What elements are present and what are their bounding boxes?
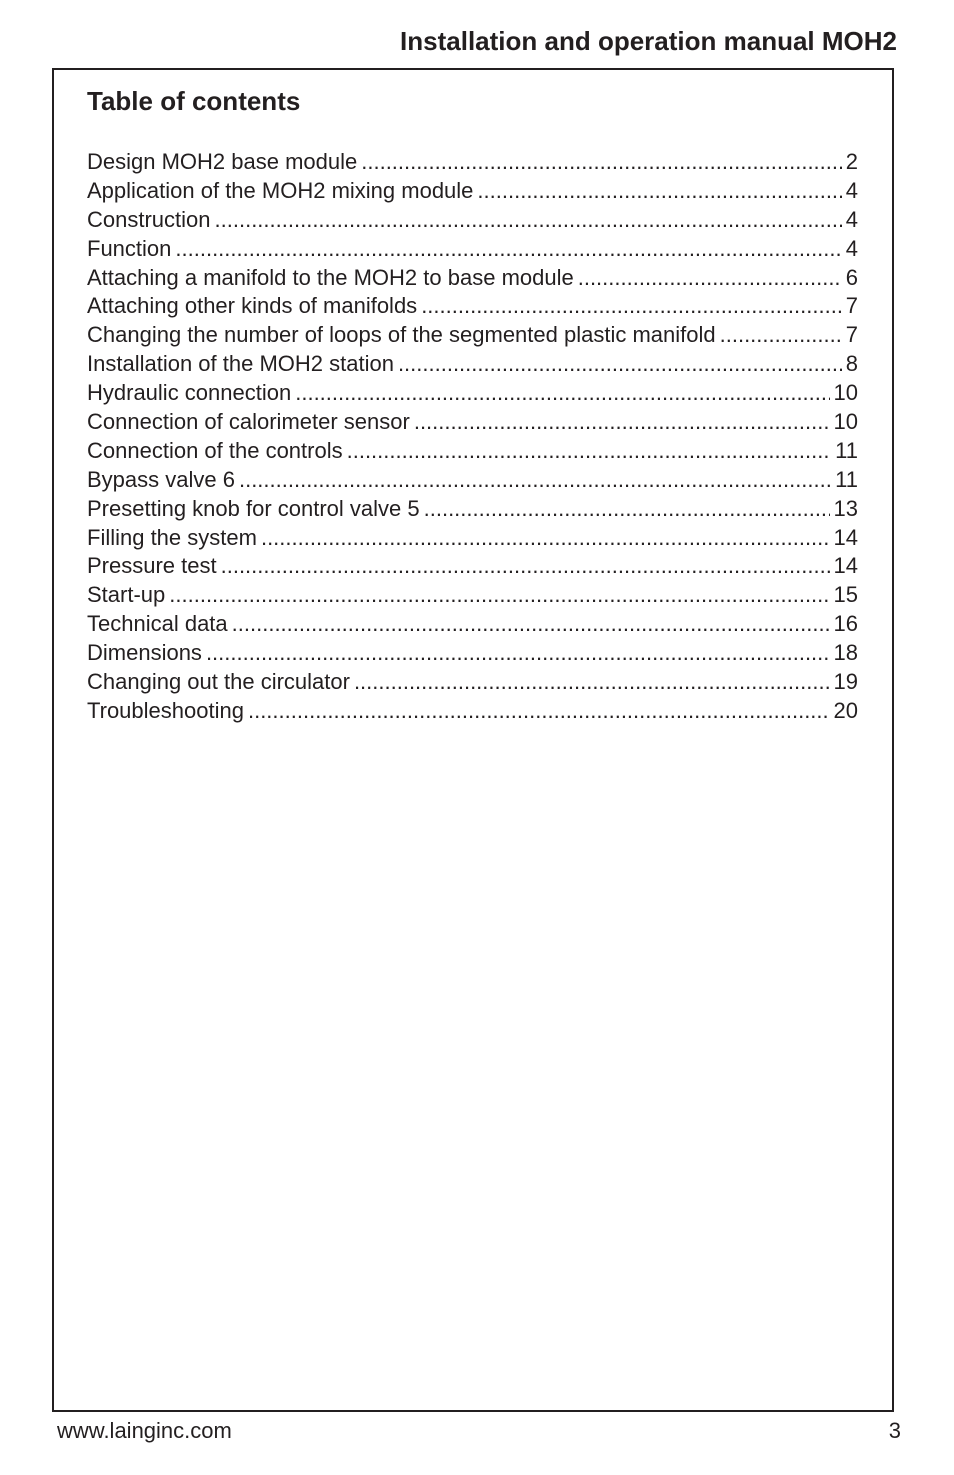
toc-entry-label: Changing out the circulator — [87, 669, 350, 695]
footer-website-link[interactable]: www.lainginc.com — [57, 1418, 232, 1443]
toc-entry[interactable] — [87, 697, 858, 726]
toc-entry-label: Dimensions — [87, 640, 202, 666]
toc-entry[interactable] — [87, 350, 858, 379]
toc-entry-page: 8 — [845, 351, 858, 377]
toc-entry-page: 14 — [833, 553, 858, 579]
toc-title: Table of contents — [87, 86, 301, 116]
toc-dot-leader — [232, 610, 830, 639]
toc-entry[interactable] — [87, 610, 858, 639]
toc-dot-leader — [421, 292, 842, 321]
toc-entry-label: Design MOH2 base module — [87, 149, 358, 174]
toc-entry[interactable] — [87, 581, 858, 610]
toc-entry[interactable] — [87, 321, 858, 350]
toc-entry-page: 16 — [833, 611, 858, 637]
toc-entry[interactable] — [87, 206, 858, 235]
toc-entry[interactable] — [87, 639, 858, 668]
toc-entry[interactable] — [87, 524, 858, 553]
toc-entry-page: 10 — [833, 380, 858, 406]
toc-entry[interactable] — [87, 379, 858, 408]
toc-entry-label: Function — [87, 235, 172, 261]
toc-entry-label: Hydraulic connection — [87, 380, 292, 406]
toc-entry-label: Troubleshooting — [87, 697, 244, 723]
toc-entry-page: 4 — [845, 177, 858, 203]
toc-dot-leader — [720, 321, 842, 350]
toc-entry[interactable] — [87, 264, 858, 293]
toc-entry-page: 11 — [835, 466, 858, 492]
content-frame — [52, 68, 894, 1412]
toc-dot-leader — [206, 639, 830, 668]
toc-dot-leader — [169, 581, 829, 610]
toc-dot-leader — [295, 379, 829, 408]
toc-entry[interactable] — [87, 437, 858, 466]
toc-dot-leader — [221, 552, 830, 581]
toc-entry-page: 11 — [835, 437, 858, 463]
toc-entry-page: 4 — [845, 206, 858, 232]
document-header-title: Installation and operation manual MOH2 — [400, 26, 897, 56]
toc-dot-leader — [414, 408, 830, 437]
toc-entry-label: Connection of calorimeter sensor — [87, 409, 410, 435]
toc-entry[interactable] — [87, 668, 858, 697]
toc-entry-label: Technical data — [87, 611, 228, 637]
toc-entry-label: Bypass valve 6 — [87, 466, 235, 492]
toc-entry-page: 6 — [845, 264, 858, 290]
toc-entry-label: Construction — [87, 206, 211, 232]
toc-entry-label: Installation of the MOH2 station — [87, 351, 394, 377]
toc-entry[interactable] — [87, 408, 858, 437]
toc-entry[interactable] — [87, 148, 858, 177]
toc-entry-label: Attaching other kinds of manifolds — [87, 293, 418, 319]
toc-list — [87, 148, 858, 726]
toc-dot-leader — [347, 437, 832, 466]
toc-entry[interactable] — [87, 177, 858, 206]
toc-entry-page: 7 — [845, 293, 858, 319]
footer-page-number: 3 — [888, 1418, 901, 1443]
toc-entry-label: Application of the MOH2 mixing module — [87, 177, 474, 203]
toc-dot-leader — [361, 148, 842, 177]
toc-entry[interactable] — [87, 235, 858, 264]
toc-entry[interactable] — [87, 552, 858, 581]
toc-entry-page: 2 — [845, 149, 858, 174]
toc-entry-page: 15 — [833, 582, 858, 608]
toc-dot-leader — [175, 235, 841, 264]
toc-entry-page: 13 — [833, 495, 858, 521]
toc-dot-leader — [354, 668, 830, 697]
toc-dot-leader — [477, 177, 841, 206]
toc-entry-label: Filling the system — [87, 524, 257, 550]
toc-entry-page: 4 — [845, 235, 858, 261]
toc-entry-label: Pressure test — [87, 553, 217, 579]
toc-dot-leader — [424, 495, 830, 524]
toc-dot-leader — [215, 206, 842, 235]
toc-dot-leader — [239, 466, 831, 495]
toc-entry-label: Attaching a manifold to the MOH2 to base module — [87, 264, 574, 290]
toc-entry-label: Changing the number of loops of the segmented plastic manifold — [87, 322, 716, 348]
toc-entry[interactable] — [87, 495, 858, 524]
toc-dot-leader — [578, 264, 842, 293]
toc-entry-page: 20 — [833, 697, 858, 723]
toc-entry[interactable] — [87, 292, 858, 321]
toc-entry[interactable] — [87, 466, 858, 495]
toc-dot-leader — [261, 524, 830, 553]
toc-entry-label: Presetting knob for control valve 5 — [87, 495, 420, 521]
toc-entry-page: 14 — [833, 524, 858, 550]
toc-entry-page: 18 — [833, 640, 858, 666]
toc-entry-label: Connection of the controls — [87, 437, 343, 463]
toc-dot-leader — [398, 350, 842, 379]
toc-entry-label: Start-up — [87, 582, 166, 608]
toc-entry-page: 10 — [833, 409, 858, 435]
toc-entry-page: 7 — [845, 322, 858, 348]
toc-dot-leader — [248, 697, 830, 726]
toc-entry-page: 19 — [833, 669, 858, 695]
